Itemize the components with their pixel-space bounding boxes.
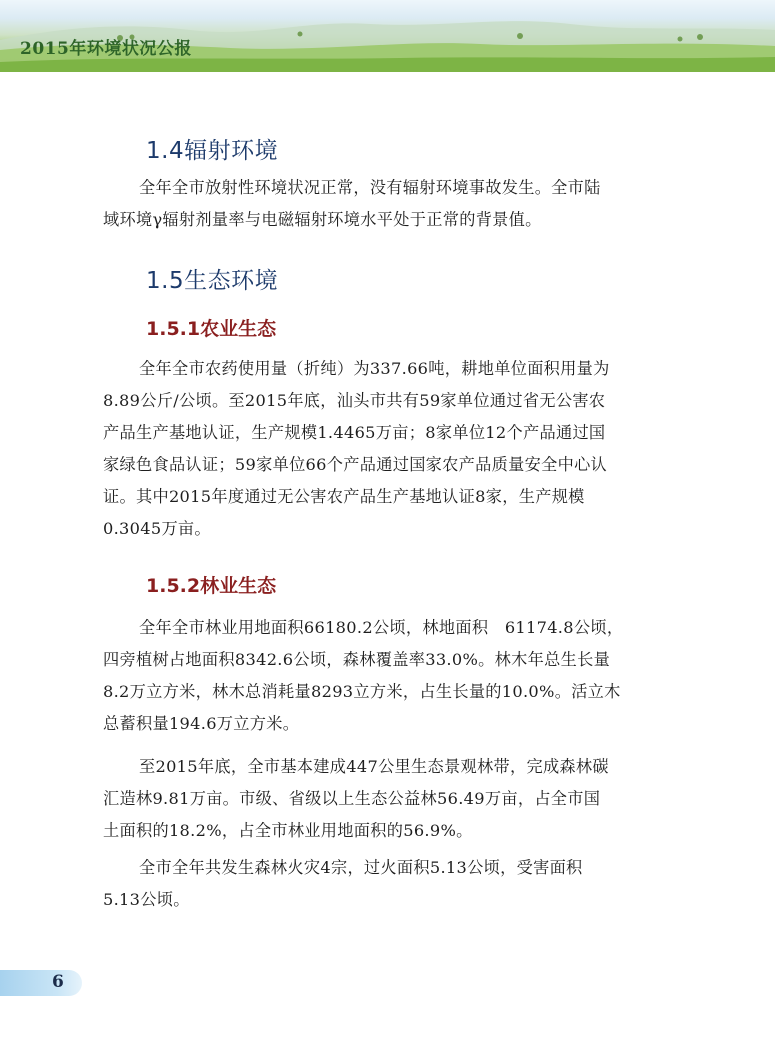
header-title: 2015年环境状况公报: [20, 39, 192, 59]
text-line: 总蓄积量194.6万立方米。: [103, 714, 300, 733]
text-line: 5.13公顷。: [103, 890, 190, 909]
page-number: 6: [52, 972, 64, 992]
paragraph-forest-fire: [103, 852, 679, 916]
text-line: 域环境γ辐射剂量率与电磁辐射环境水平处于正常的背景值。: [103, 210, 542, 229]
text-line: 土面积的18.2%，占全市林业用地面积的56.9%。: [103, 821, 473, 840]
page-number-tab: [0, 970, 82, 996]
text-line: 8.89公斤/公顷。至2015年底，汕头市共有59家单位通过省无公害农: [103, 391, 606, 410]
paragraph-forestry-area: [103, 612, 679, 740]
text-line: 四旁植树占地面积8342.6公顷，森林覆盖率33.0%。林木年总生长量: [103, 650, 611, 669]
text-line: 全年全市农药使用量（折纯）为337.66吨，耕地单位面积用量为: [139, 359, 610, 378]
text-line: 全年全市放射性环境状况正常，没有辐射环境事故发生。全市陆: [139, 178, 601, 197]
paragraph-radiation: [103, 172, 679, 236]
text-line: 证。其中2015年度通过无公害农产品生产基地认证8家，生产规模: [103, 487, 585, 506]
subsection-heading-1-5-2: 1.5.2林业生态: [146, 575, 277, 597]
section-heading-1-5: 1.5生态环境: [146, 268, 279, 294]
subsection-heading-1-5-1: 1.5.1农业生态: [146, 318, 277, 340]
text-line: 0.3045万亩。: [103, 519, 211, 538]
paragraph-agriculture: [103, 353, 679, 545]
text-line: 全年全市林业用地面积66180.2公顷，林地面积 61174.8公顷，: [139, 618, 624, 637]
text-line: 至2015年底，全市基本建成447公里生态景观林带，完成森林碳: [139, 757, 609, 776]
text-line: 8.2万立方米，林木总消耗量8293立方米，占生长量的10.0%。活立木: [103, 682, 621, 701]
section-heading-1-4: 1.4辐射环境: [146, 138, 279, 164]
text-line: 产品生产基地认证，生产规模1.4465万亩；8家单位12个产品通过国: [103, 423, 606, 442]
text-line: 家绿色食品认证；59家单位66个产品通过国家农产品质量安全中心认: [103, 455, 608, 474]
text-line: 全市全年共发生森林火灾4宗，过火面积5.13公顷，受害面积: [139, 858, 583, 877]
header-banner: [0, 0, 775, 72]
paragraph-forestry-belt: [103, 751, 679, 847]
text-line: 汇造林9.81万亩。市级、省级以上生态公益林56.49万亩，占全市国: [103, 789, 601, 808]
